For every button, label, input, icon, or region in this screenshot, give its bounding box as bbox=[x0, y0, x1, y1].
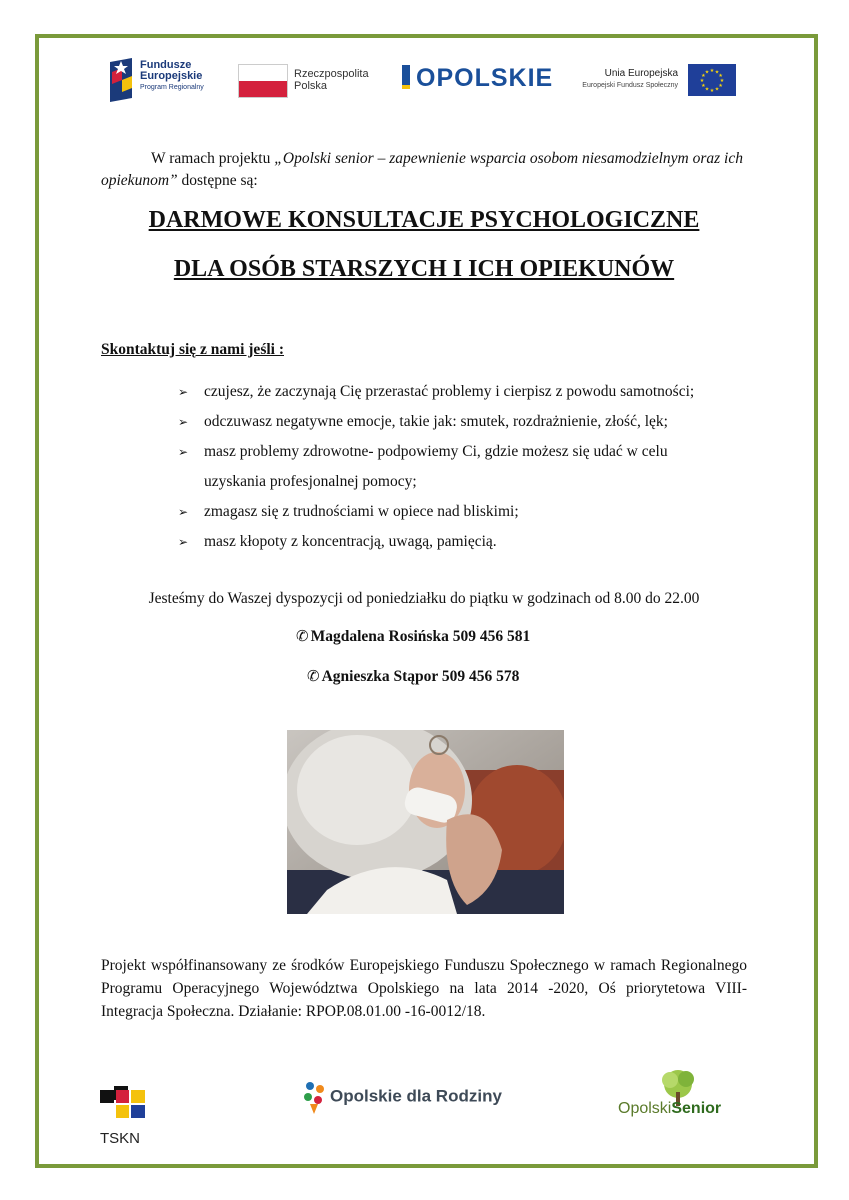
phone-icon: ✆ bbox=[296, 627, 309, 645]
title-line-2: DLA OSÓB STARSZYCH I ICH OPIEKUNÓW bbox=[173, 256, 675, 282]
svg-text:★: ★ bbox=[699, 78, 705, 84]
list-item bbox=[178, 527, 768, 557]
svg-text:★: ★ bbox=[719, 78, 725, 84]
elderly-woman-phone-photo bbox=[287, 730, 564, 914]
ue-line2: Europejski Fundusz Społeczny bbox=[582, 82, 678, 89]
svg-text:★: ★ bbox=[718, 73, 723, 79]
svg-text:★: ★ bbox=[709, 68, 715, 74]
ue-line1: Unia Europejska bbox=[604, 68, 678, 79]
svg-text:★: ★ bbox=[704, 86, 710, 93]
intro-prefix: W ramach projektu bbox=[151, 150, 275, 167]
list-item-continuation bbox=[178, 467, 768, 497]
intro-paragraph bbox=[101, 148, 747, 192]
svg-text:★: ★ bbox=[714, 69, 720, 76]
list-item bbox=[178, 437, 768, 467]
svg-text:★: ★ bbox=[704, 69, 710, 76]
phone-icon: ✆ bbox=[307, 667, 320, 685]
rp-line1: Rzeczpospolita bbox=[294, 68, 369, 80]
contact-2 bbox=[307, 667, 519, 686]
contact-1 bbox=[296, 627, 530, 646]
project-name: „Opolski senior – zapewnienie wsparcia osobom niesamodzielnym oraz ich opiekunom” bbox=[101, 150, 743, 189]
list-item bbox=[178, 407, 768, 437]
opolski-text: Opolski bbox=[618, 1100, 672, 1117]
availability-text: Jesteśmy do Waszej dyspozycji od poniedziałku do piątku w godzinach od 8.00 do 22.00 bbox=[148, 590, 700, 607]
contact-2-name: Agnieszka Stąpor bbox=[321, 668, 438, 685]
tskn-squares-icon bbox=[100, 1086, 146, 1120]
fundusze-europejskie-logo bbox=[108, 58, 218, 102]
fundusze-line2: Europejskie bbox=[140, 70, 203, 82]
contact-1-name: Magdalena Rosińska bbox=[310, 628, 449, 645]
list-item-text: zmagasz się z trudnościami w opiece nad bliskimi; bbox=[204, 503, 519, 520]
svg-text:★: ★ bbox=[718, 83, 723, 89]
list-item-text: masz problemy zdrowotne- podpowiemy Ci, gdzie możesz się udać w celu bbox=[204, 443, 668, 460]
list-item bbox=[178, 497, 768, 527]
title-line-1: DARMOWE KONSULTACJE PSYCHOLOGICZNE bbox=[148, 207, 700, 233]
opolskie-dla-rodziny-logo bbox=[302, 1080, 502, 1114]
rp-line2: Polska bbox=[294, 80, 328, 92]
arrow-bullet-icon: ➢ bbox=[178, 445, 189, 459]
arrow-bullet-icon: ➢ bbox=[178, 505, 189, 519]
arrow-bullet-icon: ➢ bbox=[178, 415, 189, 429]
svg-text:★: ★ bbox=[701, 83, 706, 89]
list-item-text: odczuwasz negatywne emocje, takie jak: smutek, rozdrażnienie, złość, lęk; bbox=[204, 413, 668, 430]
fundusze-line3: Program Regionalny bbox=[140, 84, 204, 91]
intro-suffix: dostępne są: bbox=[177, 172, 258, 189]
list-item-text: masz kłopoty z koncentracją, uwagą, pamięcią. bbox=[204, 533, 497, 550]
funding-footer: Projekt współfinansowany ze środków Europejskiego Funduszu Społecznego w ramach Regionalnego Programu Operacyjnego Województwa Opolskiego na lata 2014 -2020, Oś priorytetowa VIII- Integracja Społeczna. Działanie: RPOP.08.01.00 -16-0012/18. bbox=[101, 957, 747, 1020]
arrow-bullet-icon: ➢ bbox=[178, 535, 189, 549]
tskn-label: TSKN bbox=[100, 1130, 141, 1147]
opolskie-text: OPOLSKIE bbox=[416, 64, 554, 92]
svg-text:★: ★ bbox=[714, 86, 720, 93]
arrow-bullet-icon: ➢ bbox=[178, 385, 189, 399]
senior-text: Senior bbox=[671, 1100, 722, 1117]
tskn-logo bbox=[100, 1086, 146, 1147]
fundusze-line1: Fundusze bbox=[140, 59, 192, 71]
family-dots-icon bbox=[302, 1080, 326, 1114]
opolski-senior-logo bbox=[616, 1068, 732, 1132]
contact-2-phone[interactable]: 509 456 578 bbox=[441, 668, 520, 685]
svg-text:★: ★ bbox=[701, 73, 706, 79]
opolskie-dla-rodziny-text: Opolskie dla Rodziny bbox=[330, 1086, 502, 1106]
list-item-text: czujesz, że zaczynają Cię przerastać problemy i cierpisz z powodu samotności; bbox=[204, 383, 695, 400]
fundusze-star-icon bbox=[108, 58, 136, 102]
contact-1-phone[interactable]: 509 456 581 bbox=[452, 628, 531, 645]
opolskie-logo bbox=[402, 64, 553, 93]
list-item-text: uzyskania profesjonalnej pomocy; bbox=[204, 473, 417, 490]
contact-heading: Skontaktuj się z nami jeśli : bbox=[101, 341, 284, 358]
opolskie-tower-icon bbox=[402, 65, 410, 89]
list-item bbox=[178, 377, 768, 407]
poland-flag-icon bbox=[238, 64, 288, 98]
eu-flag-icon bbox=[688, 64, 736, 96]
reasons-list bbox=[178, 377, 768, 557]
svg-text:★: ★ bbox=[709, 88, 715, 94]
